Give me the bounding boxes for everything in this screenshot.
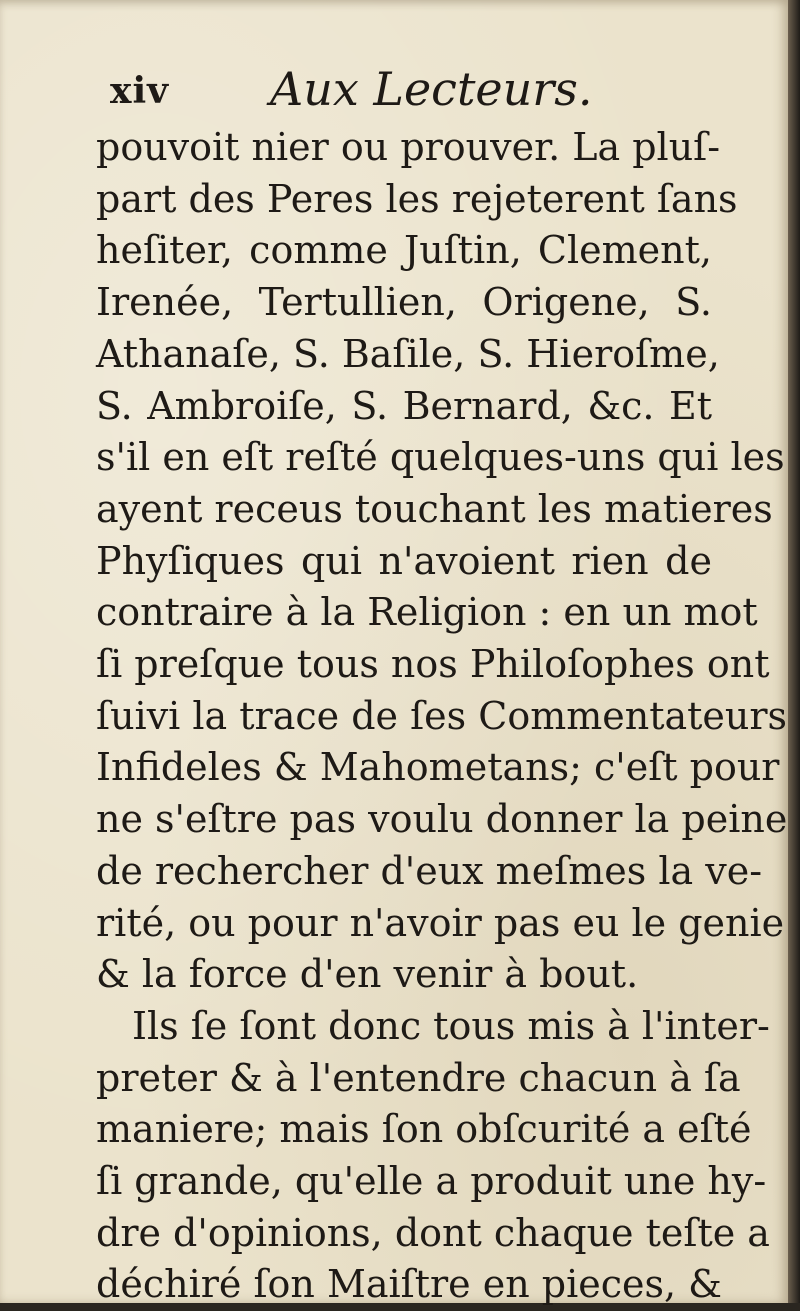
page-number: xiv — [110, 70, 170, 112]
text-line: ſuivi la trace de ſes Commentateurs — [96, 693, 788, 738]
text-line: ſi grande, qu'elle a produit une hy- — [96, 1159, 767, 1204]
text-line: maniere; mais ſon obſcurité a eſté — [96, 1107, 752, 1152]
text-line: Phyſiques qui n'avoient rien de — [96, 538, 712, 583]
text-line: heſiter, comme Juſtin, Clement, — [96, 228, 712, 273]
text-line: pouvoit nier ou prouver. La pluſ- — [96, 125, 721, 169]
text-line: Infideles & Mahometans; c'eſt pour — [96, 745, 780, 790]
text-line: ne s'eſtre pas voulu donner la peine — [96, 797, 788, 842]
page-edge-shadow — [788, 0, 800, 1303]
text-line: S. Ambroiſe, S. Bernard, &c. Et — [96, 383, 712, 428]
text-line: s'il en eſt reſté quelques-uns qui les — [96, 435, 785, 480]
page-header — [92, 62, 712, 122]
text-line: déchiré ſon Maiſtre en pieces, & — [96, 1262, 722, 1307]
text-line: Athanaſe, S. Baſile, S. Hieroſme, — [96, 331, 720, 376]
text-line: preter & à l'entendre chacun à ſa — [96, 1055, 741, 1100]
body-text — [96, 122, 788, 1311]
running-title: Aux Lecteurs. — [270, 62, 593, 116]
text-line: ſi preſque tous nos Philoſophes ont — [96, 642, 770, 687]
text-line: part des Peres les rejeterent ſans — [96, 176, 738, 221]
text-line: & la force d'en venir à bout. — [96, 952, 639, 997]
text-line: contraire à la Religion : en un mot — [96, 590, 758, 635]
text-line: ayent receus touchant les matieres — [96, 486, 773, 531]
text-line: Irenée, Tertullien, Origene, S. — [96, 280, 712, 325]
text-line: dre d'opinions, dont chaque teſte a — [96, 1210, 770, 1255]
text-line: rité, ou pour n'avoir pas eu le genie — [96, 900, 785, 945]
text-line: Ils ſe ſont donc tous mis à l'inter- — [132, 1003, 770, 1048]
text-line: de rechercher d'eux meſmes la ve- — [96, 848, 763, 893]
